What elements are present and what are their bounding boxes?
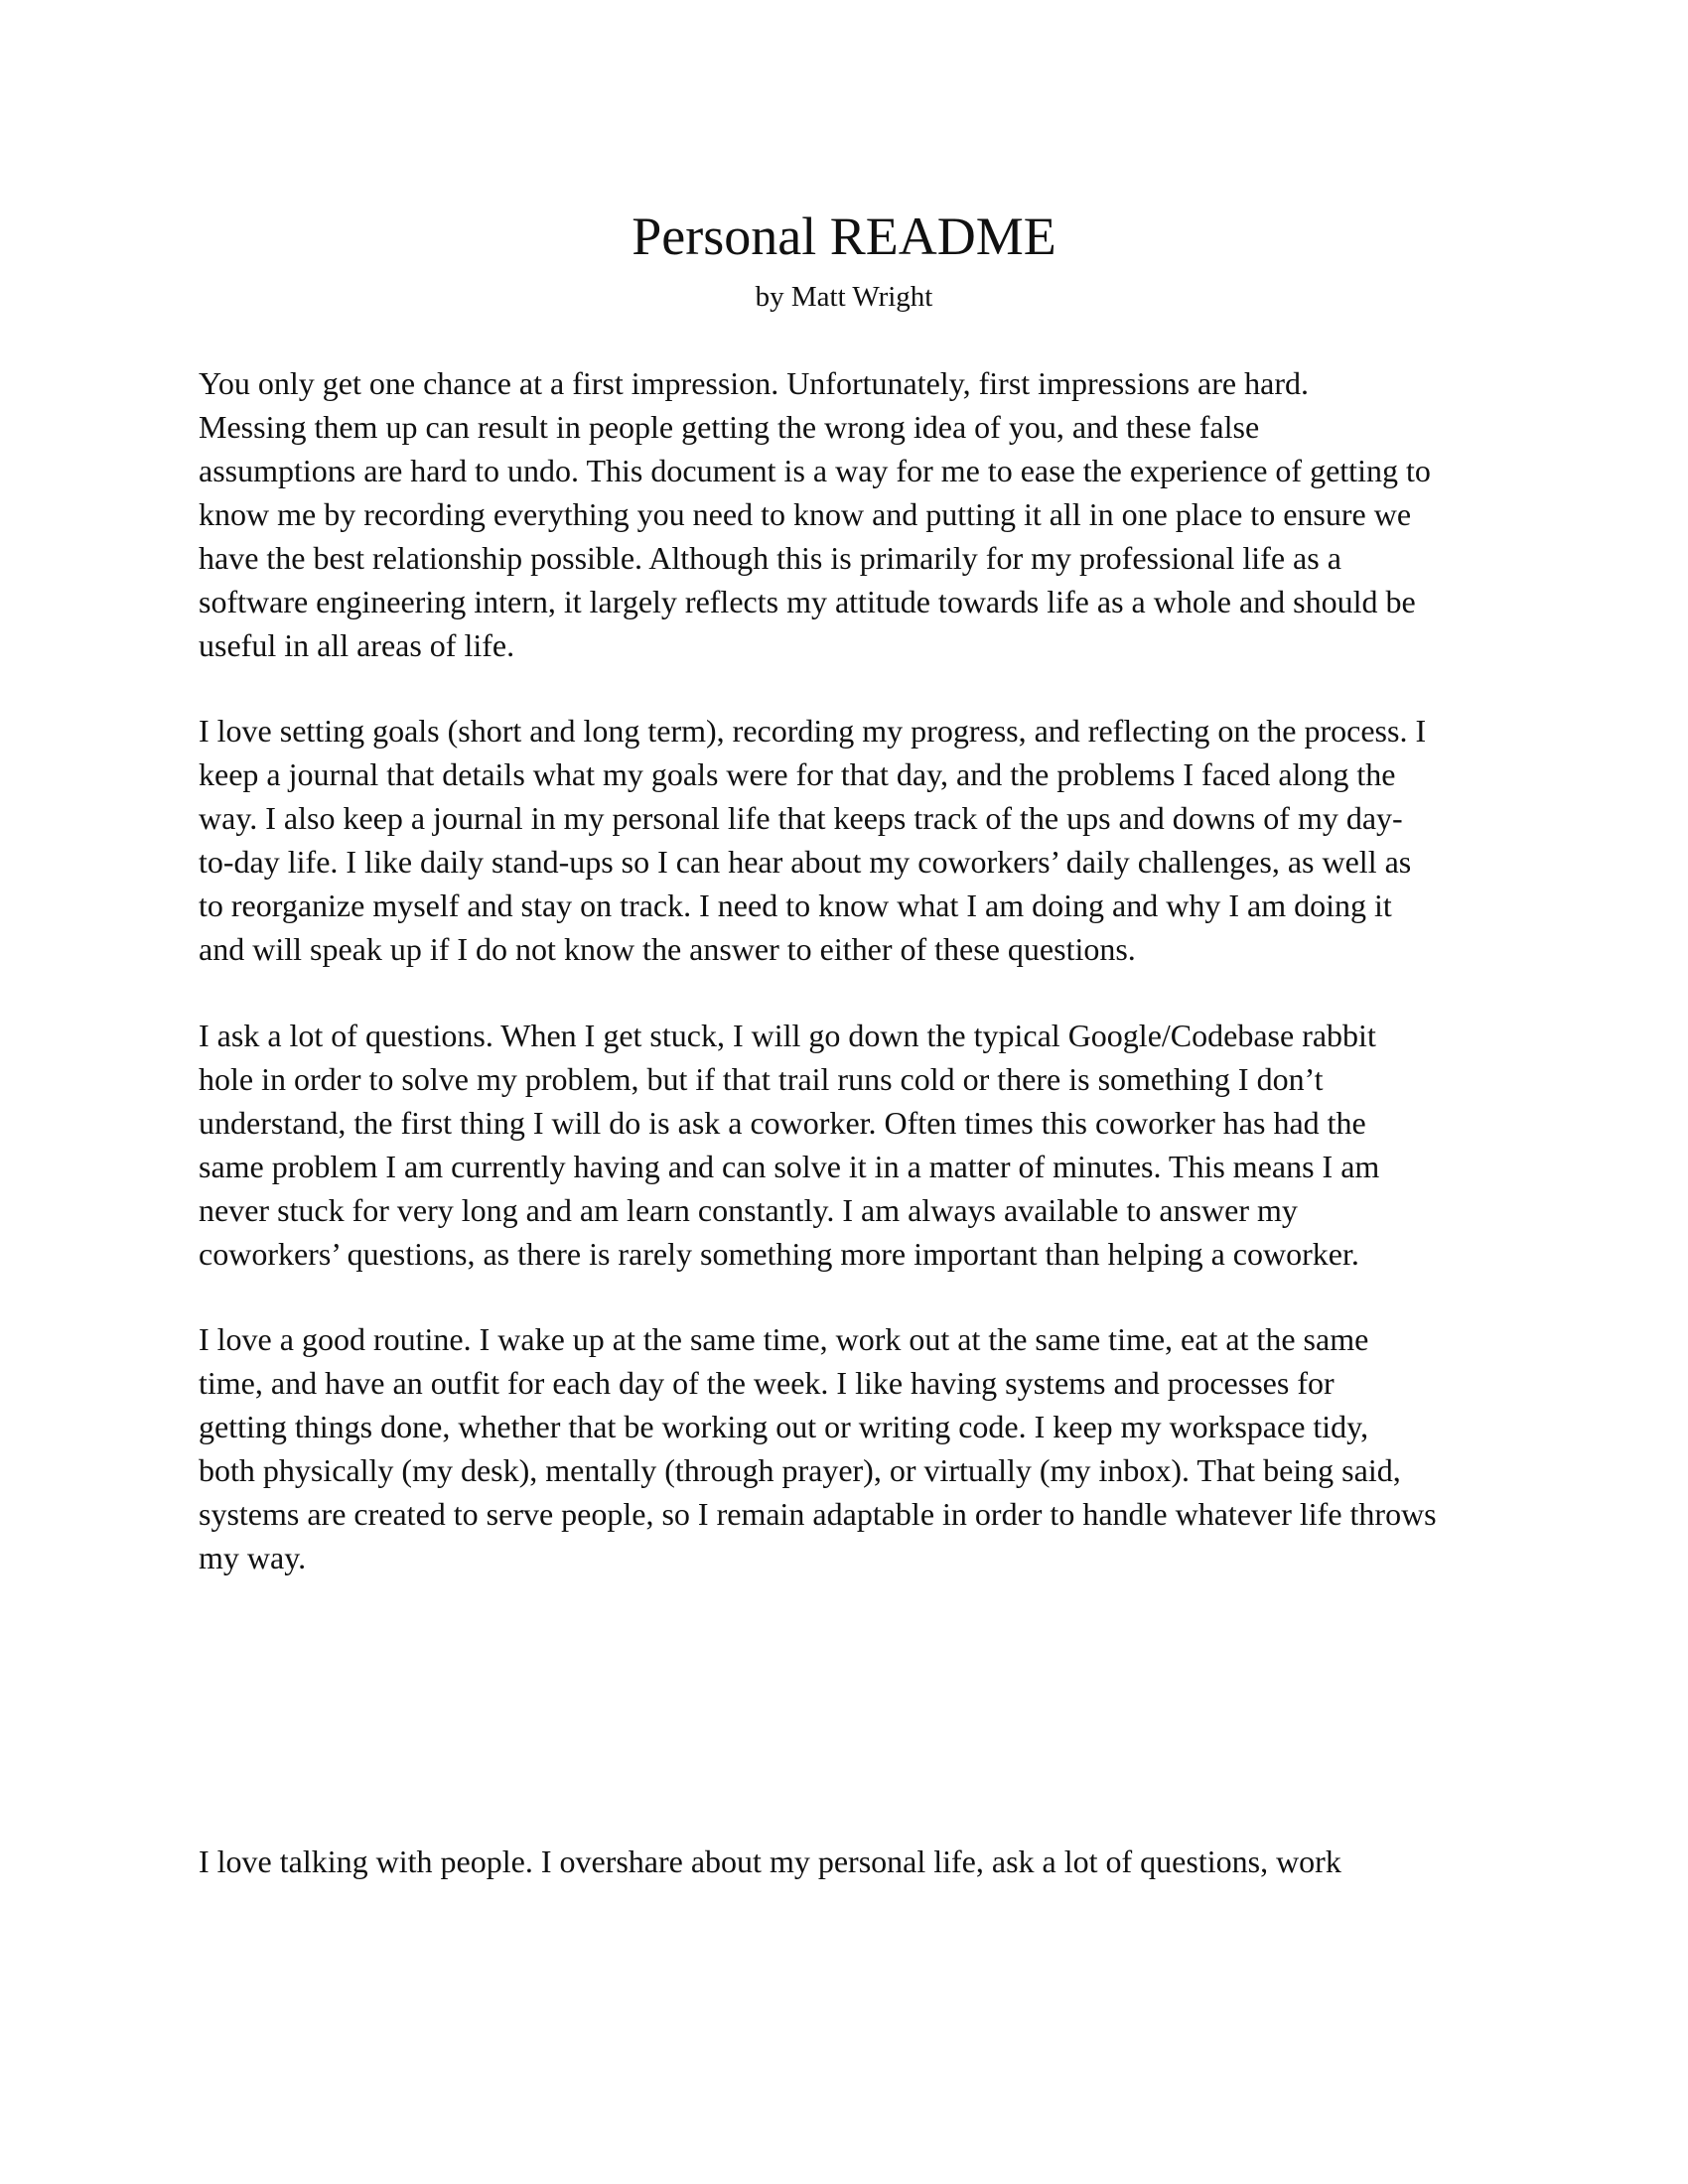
paragraph-line: assumptions are hard to undo. This document is a way for me to ease the experience of getting to — [199, 453, 1431, 488]
paragraph-routine — [199, 1317, 1489, 1579]
author-byline: by Matt Wright — [755, 281, 933, 313]
paragraph-line: hole in order to solve my problem, but if that trail runs cold or there is something I don’t — [199, 1061, 1324, 1097]
paragraph-line: Messing them up can result in people getting the wrong idea of you, and these false — [199, 409, 1260, 445]
paragraph-line: to reorganize myself and stay on track. I need to know what I am doing and why I am doing it — [199, 887, 1392, 923]
paragraph-intro — [199, 361, 1489, 667]
page-title: Personal README — [632, 206, 1056, 266]
paragraph-line: and will speak up if I do not know the answer to either of these questions. — [199, 931, 1136, 967]
paragraph-line: way. I also keep a journal in my personal life that keeps track of the ups and downs of my day- — [199, 800, 1403, 836]
paragraph-goals — [199, 709, 1489, 971]
paragraph-line: coworkers’ questions, as there is rarely something more important than helping a coworker. — [199, 1236, 1359, 1272]
paragraph-line: I ask a lot of questions. When I get stuck, I will go down the typical Google/Codebase rabbit — [199, 1018, 1376, 1053]
paragraph-line: useful in all areas of life. — [199, 627, 515, 663]
paragraph-line: I love talking with people. I overshare about my personal life, ask a lot of questions, work — [199, 1843, 1341, 1879]
paragraph-line: keep a journal that details what my goals were for that day, and the problems I faced along the — [199, 756, 1396, 792]
paragraph-line: my way. — [199, 1540, 307, 1575]
paragraph-line: never stuck for very long and am learn constantly. I am always available to answer my — [199, 1192, 1298, 1228]
paragraph-line: have the best relationship possible. Although this is primarily for my professional life as a — [199, 540, 1341, 576]
paragraph-line: I love a good routine. I wake up at the same time, work out at the same time, eat at the same — [199, 1321, 1369, 1357]
paragraph-line: understand, the first thing I will do is ask a coworker. Often times this coworker has had the — [199, 1105, 1366, 1141]
paragraph-line: software engineering intern, it largely reflects my attitude towards life as a whole and should be — [199, 584, 1416, 619]
paragraph-line: systems are created to serve people, so I remain adaptable in order to handle whatever life throws — [199, 1496, 1437, 1532]
paragraph-line: I love setting goals (short and long term), recording my progress, and reflecting on the process. I — [199, 713, 1427, 749]
paragraph-line: to-day life. I like daily stand-ups so I can hear about my coworkers’ daily challenges, as well as — [199, 844, 1412, 880]
paragraph-line: You only get one chance at a first impression. Unfortunately, first impressions are hard. — [199, 365, 1309, 401]
paragraph-line: getting things done, whether that be working out or writing code. I keep my workspace tidy, — [199, 1409, 1369, 1444]
paragraph-talking — [199, 1840, 1489, 1883]
paragraph-line: know me by recording everything you need to know and putting it all in one place to ensure we — [199, 496, 1412, 532]
paragraph-line: same problem I am currently having and can solve it in a matter of minutes. This means I am — [199, 1149, 1380, 1184]
paragraph-questions — [199, 1014, 1489, 1276]
paragraph-line: both physically (my desk), mentally (through prayer), or virtually (my inbox). That being said, — [199, 1452, 1401, 1488]
paragraph-line: time, and have an outfit for each day of the week. I like having systems and processes for — [199, 1365, 1335, 1401]
